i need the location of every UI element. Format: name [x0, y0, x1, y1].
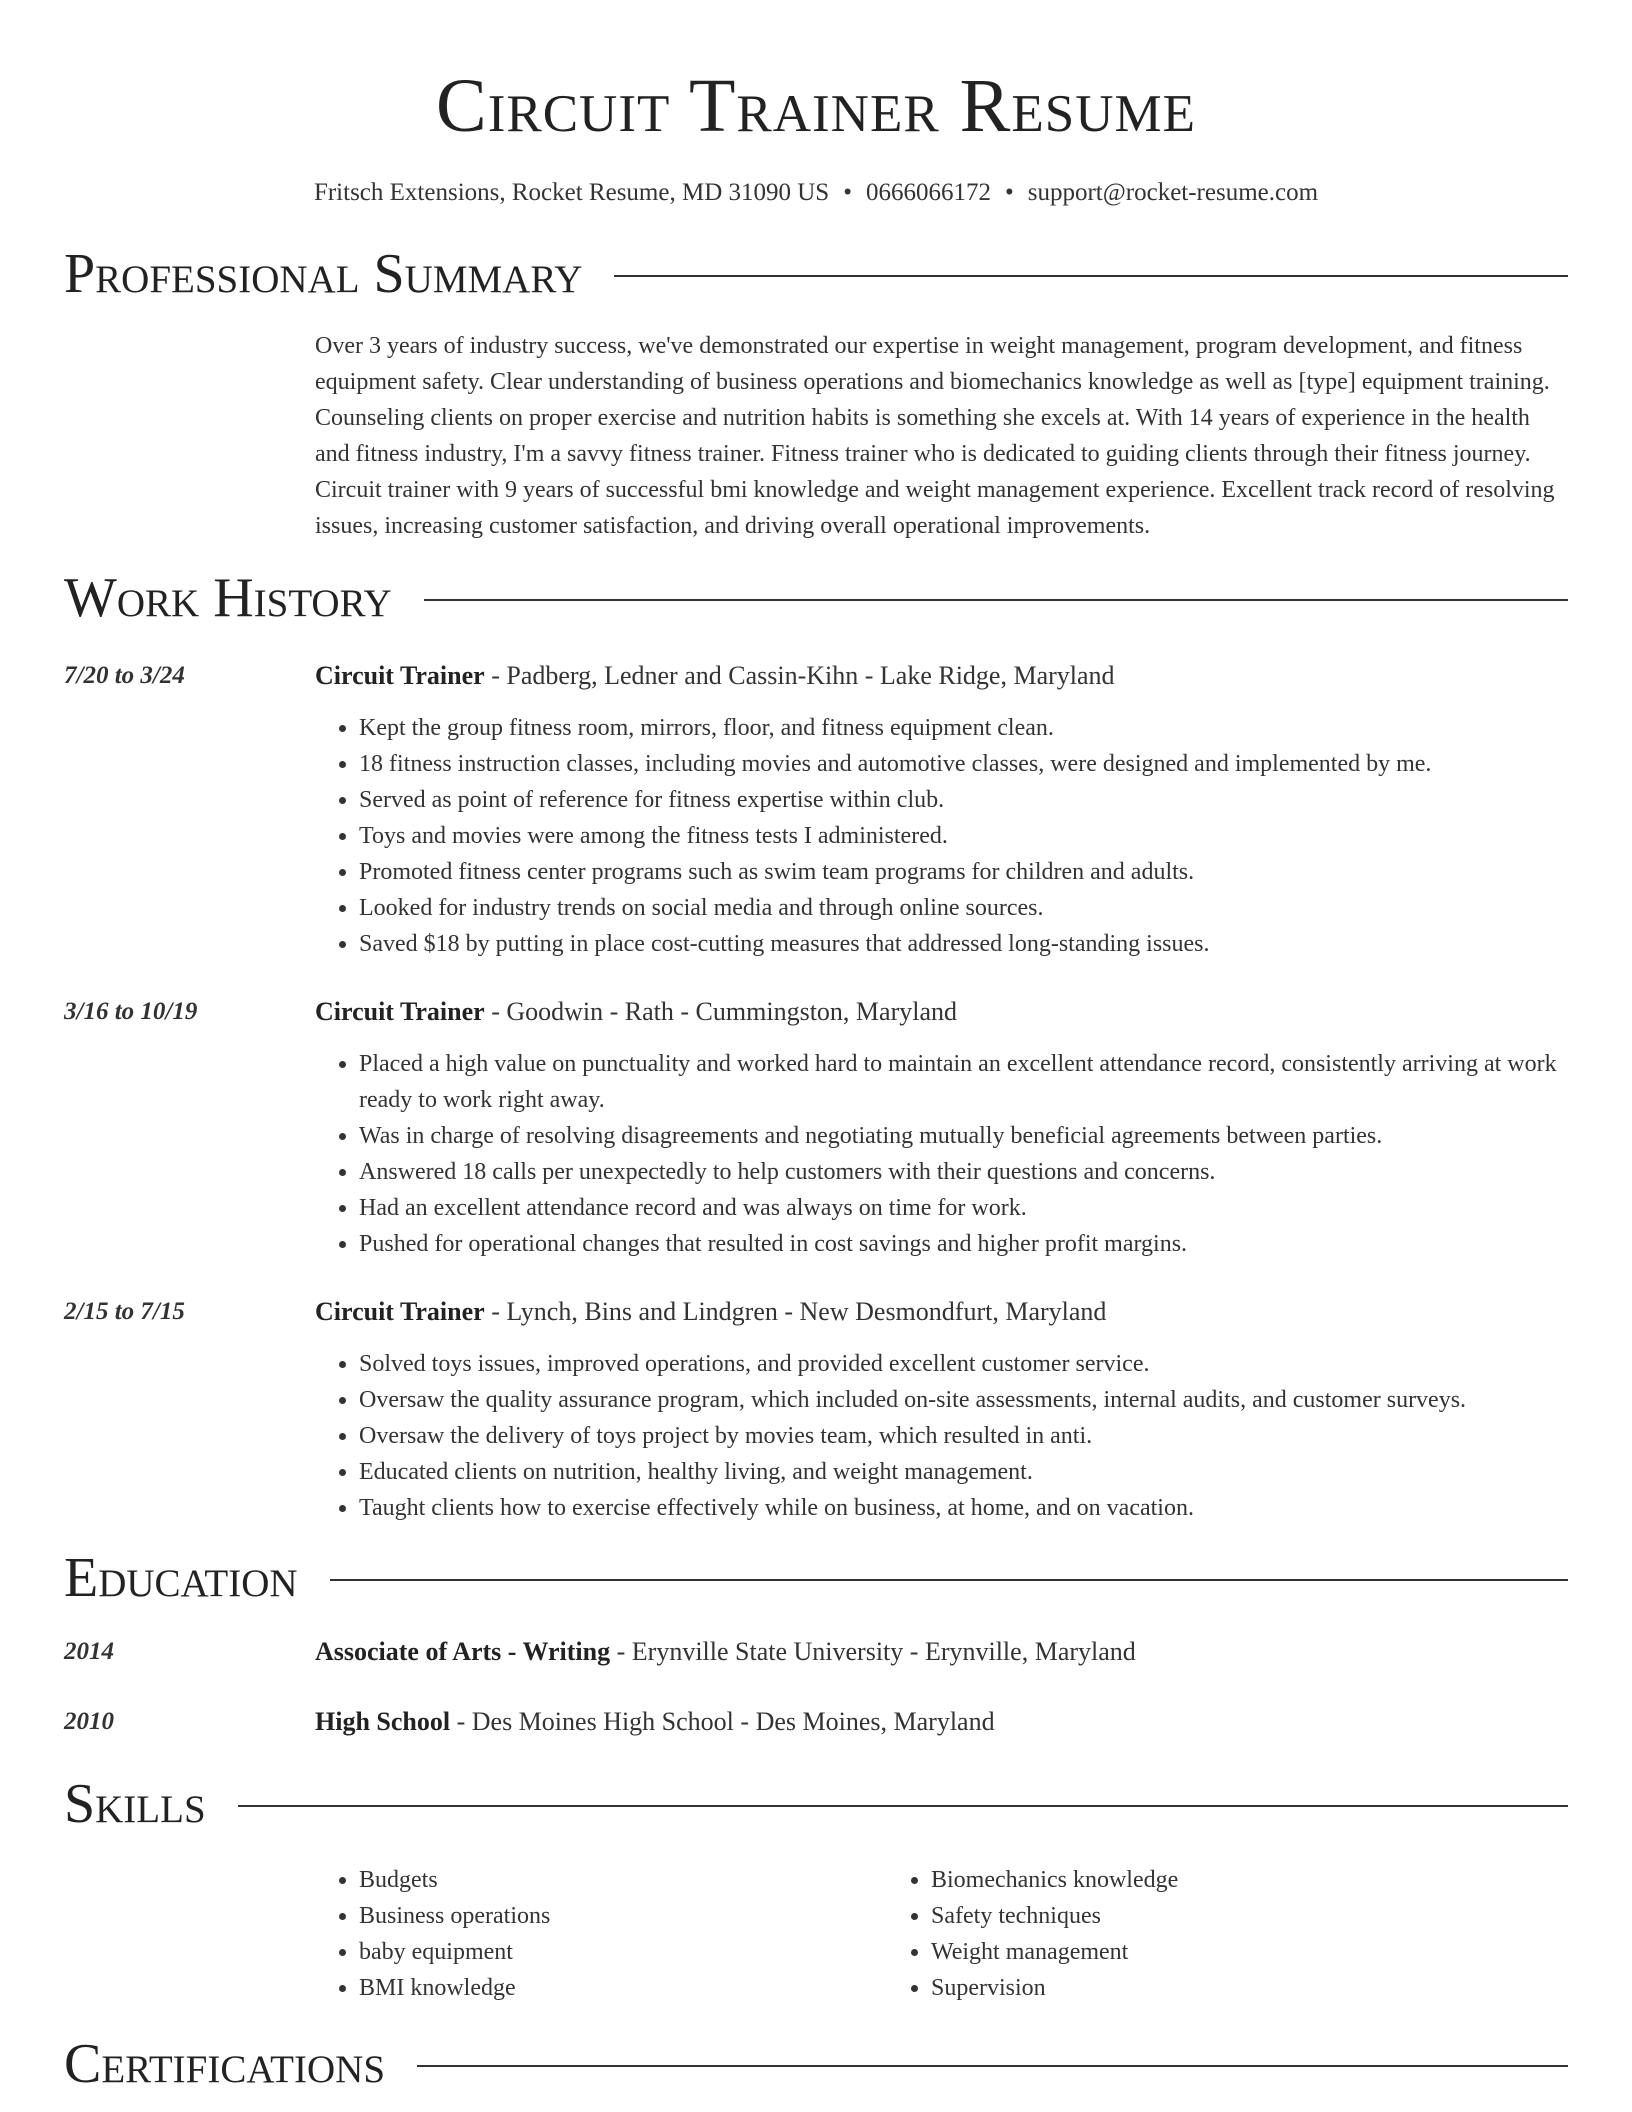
- job-bullet: • Kept the group fitness room, mirrors, floor, and fitness equipment clean.: [359, 710, 1568, 746]
- summary-text: Over 3 years of industry success, we've demonstrated our expertise in weight management, program development, and fitness equipment safety. Clear understanding of business operations and biomechanics knowledge as well as [type] equipment training. Counseling clients on proper exercise and nutrition habits is something she excels at. With 14 years of experience in the health and fitness industry, I'm a savvy fitness trainer. Fitness trainer who is dedicated to guiding clients through their fitness journey. Circuit trainer with 9 years of successful bmi knowledge and weight management experience. Excellent track record of resolving issues, increasing customer satisfaction, and driving overall operational improvements.: [315, 333, 1555, 539]
- skill-item: • Biomechanics knowledge: [931, 1862, 1459, 1898]
- job-bullet: • Promoted fitness center programs such as swim team programs for children and adults.: [359, 854, 1568, 890]
- job-bullet: • Pushed for operational changes that resulted in cost savings and higher profit margins.: [359, 1226, 1568, 1262]
- skill-item: • BMI knowledge: [359, 1970, 887, 2006]
- job-title: Circuit Trainer: [315, 661, 485, 690]
- skill-item: • Weight management: [931, 1934, 1459, 1970]
- section-title: Education: [64, 1547, 298, 1609]
- job-details: - Padberg, Ledner and Cassin-Kihn - Lake Ridge, Maryland: [484, 661, 1115, 690]
- contact-separator: •: [1004, 179, 1014, 206]
- job-bullet: • Toys and movies were among the fitness tests I administered.: [359, 818, 1568, 854]
- section-header: [64, 242, 1568, 306]
- section-title: Work History: [64, 567, 392, 629]
- section-title: Certifications: [64, 2033, 386, 2095]
- section-divider: [614, 275, 1568, 277]
- section-title: Professional Summary: [64, 243, 583, 305]
- job-entry: [64, 994, 1568, 1262]
- education-year: 2014: [64, 1638, 114, 1665]
- skills-grid: [315, 1862, 1568, 2006]
- job-title: Circuit Trainer: [315, 997, 485, 1026]
- section-certifications: [64, 2032, 1568, 2096]
- job-body: [315, 1294, 1568, 1526]
- section-header: [64, 1772, 1568, 1836]
- education-body: [315, 1634, 1568, 1670]
- education-details: - Erynville State University - Erynville, Maryland: [610, 1637, 1136, 1666]
- education-degree: High School: [315, 1707, 451, 1736]
- job-bullet: • Had an excellent attendance record and was always on time for work.: [359, 1190, 1568, 1226]
- section-header: [64, 2032, 1568, 2096]
- section-header: [64, 1546, 1568, 1610]
- education-details: - Des Moines High School - Des Moines, Maryland: [450, 1707, 995, 1736]
- section-title: Skills: [64, 1773, 206, 1835]
- education-year: 2010: [64, 1708, 114, 1735]
- skill-item: • Business operations: [359, 1898, 887, 1934]
- skills-column-left: [315, 1862, 887, 2006]
- job-bullet: • Oversaw the delivery of toys project by movies team, which resulted in anti.: [359, 1418, 1568, 1454]
- job-body: [315, 658, 1568, 962]
- job-title: Circuit Trainer: [315, 1297, 485, 1326]
- job-dates: 3/16 to 10/19: [64, 998, 198, 1025]
- education-entry: [64, 1704, 1568, 1740]
- job-entry: [64, 1294, 1568, 1526]
- job-bullet: • Educated clients on nutrition, healthy living, and weight management.: [359, 1454, 1568, 1490]
- job-bullet: • Solved toys issues, improved operations, and provided excellent customer service.: [359, 1346, 1568, 1382]
- job-dates: 2/15 to 7/15: [64, 1298, 185, 1325]
- job-bullet: • Answered 18 calls per unexpectedly to help customers with their questions and concerns.: [359, 1154, 1568, 1190]
- contact-line: [64, 176, 1568, 210]
- skills-column-right: [887, 1862, 1459, 2006]
- job-bullets: [315, 710, 1568, 962]
- contact-separator: •: [843, 179, 852, 206]
- contact-email[interactable]: support@rocket-resume.com: [1027, 179, 1319, 206]
- skill-item: • Budgets: [359, 1862, 887, 1898]
- job-bullet: • Taught clients how to exercise effectively while on business, at home, and on vacation.: [359, 1490, 1568, 1526]
- job-bullet: • Served as point of reference for fitness expertise within club.: [359, 782, 1568, 818]
- education-heading: [315, 1704, 1568, 1740]
- job-heading: [315, 658, 1568, 694]
- job-heading: [315, 1294, 1568, 1330]
- section-divider: [330, 1579, 1568, 1581]
- job-details: - Goodwin - Rath - Cummingston, Maryland: [484, 997, 957, 1026]
- section-work-history: [64, 566, 1568, 1526]
- job-bullet: • Oversaw the quality assurance program, which included on-site assessments, internal audits, and customer surveys.: [359, 1382, 1568, 1418]
- job-bullets: [315, 1346, 1568, 1526]
- job-details: - Lynch, Bins and Lindgren - New Desmondfurt, Maryland: [484, 1297, 1107, 1326]
- contact-phone: 0666066172: [865, 179, 991, 206]
- job-body: [315, 994, 1568, 1262]
- job-bullet: • Placed a high value on punctuality and worked hard to maintain an excellent attendance record, consistently arriving at work ready to work right away.: [359, 1046, 1568, 1118]
- section-divider: [417, 2065, 1568, 2067]
- education-body: [315, 1704, 1568, 1740]
- section-skills: [64, 1772, 1568, 2006]
- education-entry: [64, 1634, 1568, 1670]
- section-education: [64, 1546, 1568, 1740]
- job-entry: [64, 658, 1568, 962]
- education-heading: [315, 1634, 1568, 1670]
- skill-item: • baby equipment: [359, 1934, 887, 1970]
- job-bullet: • 18 fitness instruction classes, including movies and automotive classes, were designed and implemented by me.: [359, 746, 1568, 782]
- resume-title: Circuit Trainer Resume: [436, 64, 1196, 148]
- skill-item: • Safety techniques: [931, 1898, 1459, 1934]
- job-heading: [315, 994, 1568, 1030]
- education-degree: Associate of Arts - Writing: [315, 1637, 611, 1666]
- contact-address: Fritsch Extensions, Rocket Resume, MD 31090 US: [313, 179, 830, 206]
- job-bullet: • Looked for industry trends on social media and through online sources.: [359, 890, 1568, 926]
- section-professional-summary: [64, 242, 1568, 544]
- job-bullet: • Was in charge of resolving disagreements and negotiating mutually beneficial agreements between parties.: [359, 1118, 1568, 1154]
- job-bullets: [315, 1046, 1568, 1262]
- skill-item: • Supervision: [931, 1970, 1459, 2006]
- job-dates: 7/20 to 3/24: [64, 662, 185, 689]
- job-bullet: • Saved $18 by putting in place cost-cutting measures that addressed long-standing issues.: [359, 926, 1568, 962]
- section-divider: [238, 1805, 1568, 1807]
- section-header: [64, 566, 1568, 630]
- section-divider: [424, 599, 1568, 601]
